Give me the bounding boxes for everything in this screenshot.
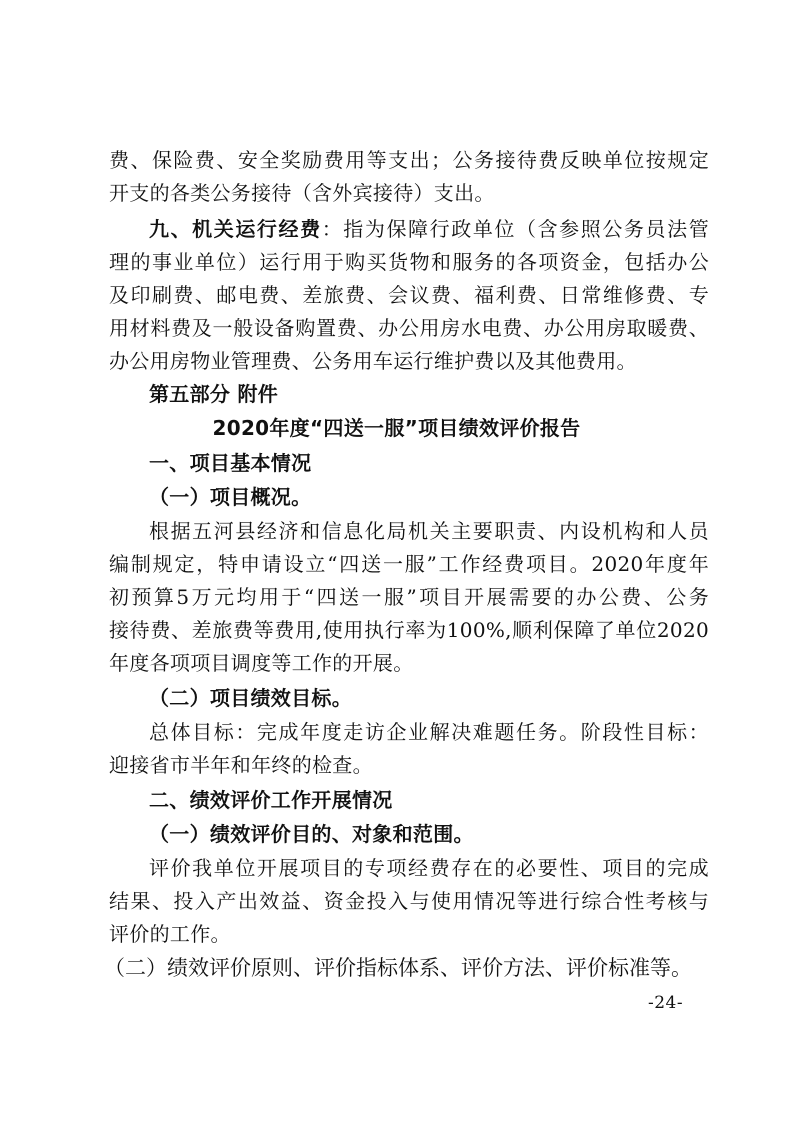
text-line-6: 用材料费及一般设备购置费、办公用房水电费、办公用房取暖费、 [109,316,709,340]
text-line-18: 总体目标：完成年度走访企业解决难题任务。阶段性目标： [149,720,709,744]
text-line-22: 评价我单位开展项目的专项经费存在的必要性、项目的完成 [149,856,709,880]
section-one-heading: 一、项目基本情况 [149,451,312,475]
text-line-7: 办公用房物业管理费、公务用车运行维护费以及其他费用。 [109,349,637,373]
subsection-goals-heading: （二）项目绩效目标。 [149,686,352,710]
text-line-5: 及印刷费、邮电费、差旅费、会议费、福利费、日常维修费、专 [109,283,709,307]
text-line-3 [149,216,709,242]
section-heading-nine: 九、机关运行经费 [149,217,322,241]
subsection-overview-heading: （一）项目概况。 [149,485,312,509]
subsection-purpose-heading: （一）绩效评价目的、对象和范围。 [149,822,474,846]
text-line-1: 费、保险费、安全奖励费用等支出；公务接待费反映单位按规定 [109,148,709,172]
report-title: 2020年度“四送一服”项目绩效评价报告 [212,416,581,440]
text-line-3-rest: ：指为保障行政单位（含参照公务员法管 [321,217,709,241]
subsection-principles-heading: （二）绩效评价原则、评价指标体系、评价方法、评价标准等。 [104,956,692,980]
page-number: -24- [648,993,684,1013]
text-line-24: 评价的工作。 [109,922,231,946]
text-line-4: 理的事业单位）运行用于购买货物和服务的各项资金，包括办公 [109,250,709,274]
text-line-15: 接待费、差旅费等费用,使用执行率为100%,顺利保障了单位2020 [109,618,709,642]
text-line-23: 结果、投入产出效益、资金投入与使用情况等进行综合性考核与 [109,889,709,913]
text-line-19: 迎接省市半年和年终的检查。 [109,753,373,777]
part-five-heading: 第五部分 附件 [149,382,279,406]
text-line-13: 编制规定，特申请设立“四送一服”工作经费项目。2020年度年 [109,552,709,576]
text-line-12: 根据五河县经济和信息化局机关主要职责、内设机构和人员 [149,519,709,543]
text-line-16: 年度各项项目调度等工作的开展。 [109,651,414,675]
text-line-14: 初预算5万元均用于“四送一服”项目开展需要的办公费、公务 [109,585,709,609]
section-two-heading: 二、绩效评价工作开展情况 [149,788,393,812]
text-line-2: 开支的各类公务接待（含外宾接待）支出。 [109,181,495,205]
